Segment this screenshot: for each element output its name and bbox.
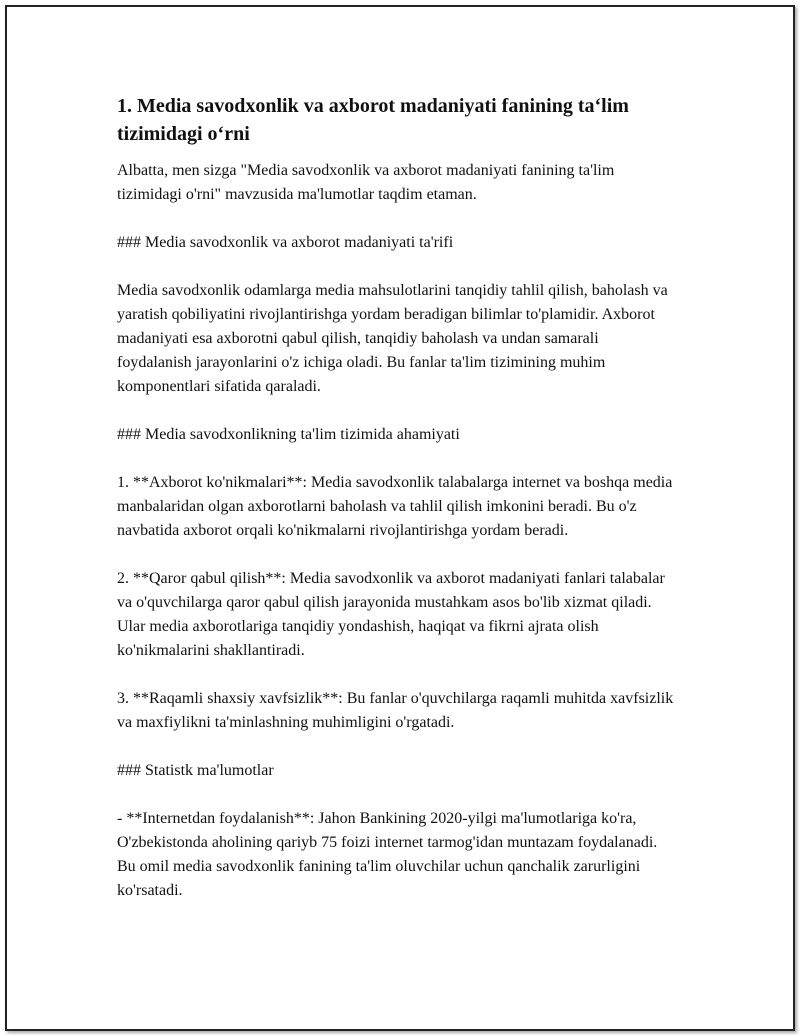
section-heading-statistics: ### Statistk ma'lumotlar: [117, 762, 274, 779]
document-body: [117, 92, 677, 927]
document-title: 1. Media savodxonlik va axborot madaniyati fanining taʻlim tizimidagi oʻrni: [117, 95, 629, 145]
section-heading-definition: ### Media savodxonlik va axborot madaniyati ta'rifi: [117, 234, 454, 251]
intro-paragraph: Albatta, men sizga "Media savodxonlik va axborot madaniyati fanining ta'lim tizimidagi o'rni" mavzusida ma'lumotlar taqdim etaman.: [117, 162, 615, 203]
statistics-paragraph: - **Internetdan foydalanish**: Jahon Bankining 2020-yilgi ma'lumotlariga ko'ra, O'zbekistonda aholining qariyb 75 foizi internet tarmog'idan muntazam foydalanadi. Bu omil media savodxonlik fanining ta'lim oluvchilar uchun qanchalik zarurligini ko'rsatadi.: [117, 810, 658, 899]
list-item-decision-making: 2. **Qaror qabul qilish**: Media savodxonlik va axborot madaniyati fanlari talabalar va o'quvchilarga qaror qabul qilish jarayonida mustahkam asos bo'lib xizmat qiladi. Ular media axborotlariga tanqidiy yondashish, haqiqat va fikrni ajrata olish ko'nikmalarini shakllantiradi.: [117, 570, 665, 659]
definition-paragraph: Media savodxonlik odamlarga media mahsulotlarini tanqidiy tahlil qilish, baholash va yaratish qobiliyatini rivojlantirishga yordam beradigan bilimlar to'plamidir. Axborot madaniyati esa axborotni qabul qilish, tanqidiy baholash va undan samarali foydalanish jarayonlarini o'z ichiga oladi. Bu fanlar ta'lim tizimining muhim komponentlari sifatida qaraladi.: [117, 282, 668, 395]
list-item-digital-security: 3. **Raqamli shaxsiy xavfsizlik**: Bu fanlar o'quvchilarga raqamli muhitda xavfsizlik va maxfiylikni ta'minlashning muhimligini o'rgatadi.: [117, 690, 674, 731]
section-heading-importance: ### Media savodxonlikning ta'lim tizimida ahamiyati: [117, 426, 460, 443]
list-item-information-skills: 1. **Axborot ko'nikmalari**: Media savodxonlik talabalarga internet va boshqa media manbalaridan olgan axborotlarni baholash va tahlil qilish imkonini beradi. Bu o'z navbatida axborot orqali ko'nikmalarni rivojlantirishga yordam beradi.: [117, 474, 673, 539]
